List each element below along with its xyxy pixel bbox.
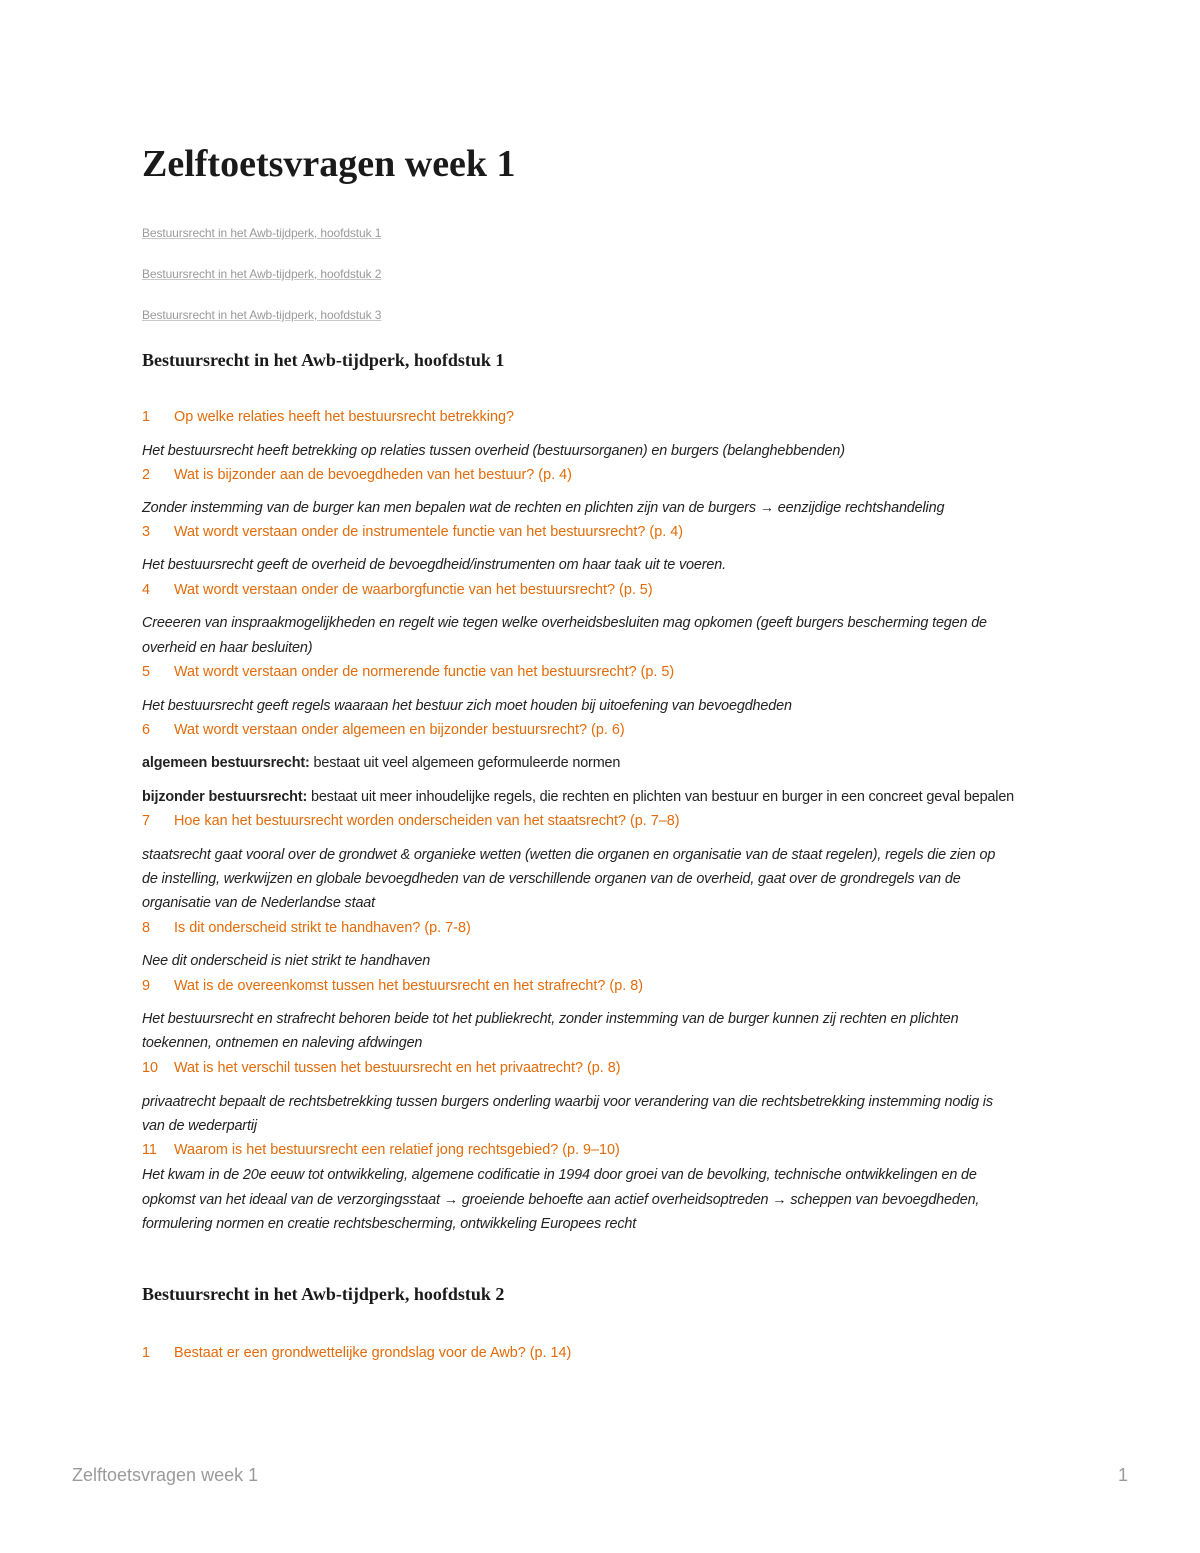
answer-11-line-2: opkomst van het ideaal van de verzorgingsstaat → groeiende behoefte aan actief overheidsoptreden → scheppen van bevoegdheden, <box>142 1192 980 1208</box>
question-text: Wat wordt verstaan onder de normerende functie van het bestuursrecht? (p. 5) <box>174 664 675 680</box>
question-2 <box>142 463 1072 487</box>
answer-4-line-2: overheid en haar besluiten) <box>142 640 313 656</box>
term-algemeen: algemeen bestuursrecht: <box>142 755 310 771</box>
question-number: 1 <box>142 1345 151 1361</box>
question-text: Op welke relaties heeft het bestuursrecht betrekking? <box>174 409 514 425</box>
toc-link-hoofdstuk-2[interactable]: Bestuursrecht in het Awb-tijdperk, hoofdstuk 2 <box>142 267 382 281</box>
answer-4-line-1: Creeeren van inspraakmogelijkheden en regelt wie tegen welke overheidsbesluiten mag opkomen (geeft burgers bescherming tegen de <box>142 615 987 631</box>
answer-9-line-2: toekennen, ontnemen en naleving afdwingen <box>142 1035 423 1051</box>
question-1-hoofdstuk-2 <box>142 1341 1072 1365</box>
answer-8: Nee dit onderscheid is niet strikt te handhaven <box>142 953 431 969</box>
answer-11-line-1: Het kwam in de 20e eeuw tot ontwikkeling, algemene codificatie in 1994 door groei van de bevolking, technische ontwikkelingen en de <box>142 1167 977 1183</box>
question-text: Wat is bijzonder aan de bevoegdheden van het bestuur? (p. 4) <box>174 467 572 483</box>
question-3 <box>142 520 1072 544</box>
question-10 <box>142 1056 1072 1080</box>
table-of-contents <box>142 226 381 349</box>
question-11 <box>142 1138 1072 1162</box>
term-bijzonder: bijzonder bestuursrecht: <box>142 789 308 805</box>
question-6 <box>142 718 1072 742</box>
answer-10-line-2: van de wederpartij <box>142 1118 257 1134</box>
answer-9-line-1: Het bestuursrecht en strafrecht behoren beide tot het publiekrecht, zonder instemming van de burger kunnen zij rechten en plichten <box>142 1011 959 1027</box>
toc-link-hoofdstuk-1[interactable]: Bestuursrecht in het Awb-tijdperk, hoofdstuk 1 <box>142 226 382 240</box>
question-text: Wat is de overeenkomst tussen het bestuursrecht en het strafrecht? (p. 8) <box>174 978 643 994</box>
answer-10-line-1: privaatrecht bepaalt de rechtsbetrekking tussen burgers onderling waarbij voor verandering van die rechtsbetrekking instemming nodig is <box>142 1094 993 1110</box>
answer-7-line-2: de instelling, werkwijzen en globale bevoegdheden van de verschillende organen van de overheid, gaat over de grondregels van de <box>142 871 961 887</box>
question-text: Wat wordt verstaan onder algemeen en bijzonder bestuursrecht? (p. 6) <box>174 722 625 738</box>
toc-link-hoofdstuk-3[interactable]: Bestuursrecht in het Awb-tijdperk, hoofdstuk 3 <box>142 308 382 322</box>
question-9 <box>142 974 1072 998</box>
page-title: Zelftoetsvragen week 1 <box>142 143 516 185</box>
question-text: Bestaat er een grondwettelijke grondslag voor de Awb? (p. 14) <box>174 1345 572 1361</box>
answer-7-line-3: organisatie van de Nederlandse staat <box>142 895 376 911</box>
question-text: Is dit onderscheid strikt te handhaven? (p. 7-8) <box>174 920 471 936</box>
answer-7-line-1: staatsrecht gaat vooral over de grondwet & organieke wetten (wetten die organen en organisatie van de staat regelen), regels die zien op <box>142 847 996 863</box>
footer-title: Zelftoetsvragen week 1 <box>72 1465 259 1485</box>
question-text: Wat wordt verstaan onder de instrumentele functie van het bestuursrecht? (p. 4) <box>174 524 683 540</box>
question-text: Hoe kan het bestuursrecht worden onderscheiden van het staatsrecht? (p. 7–8) <box>174 813 680 829</box>
answer-5: Het bestuursrecht geeft regels waaraan het bestuur zich moet houden bij uitoefening van bevoegdheden <box>142 698 792 714</box>
question-1 <box>142 405 1072 429</box>
question-number: 3 <box>142 524 151 540</box>
answer-11-line-3: formulering normen en creatie rechtsbescherming, ontwikkeling Europees recht <box>142 1216 637 1232</box>
question-7 <box>142 809 1072 833</box>
question-number: 7 <box>142 813 151 829</box>
section-heading-hoofdstuk-2: Bestuursrecht in het Awb-tijdperk, hoofdstuk 2 <box>142 1284 505 1304</box>
answer-6-bijzonder <box>142 785 1072 809</box>
question-number: 8 <box>142 920 151 936</box>
question-text: Wat is het verschil tussen het bestuursrecht en het privaatrecht? (p. 8) <box>174 1060 621 1076</box>
footer-page-number: 1 <box>1117 1465 1128 1485</box>
question-number: 5 <box>142 664 151 680</box>
question-number: 1 <box>142 409 151 425</box>
question-text: Wat wordt verstaan onder de waarborgfunctie van het bestuursrecht? (p. 5) <box>174 582 653 598</box>
question-number: 4 <box>142 582 151 598</box>
question-number: 6 <box>142 722 151 738</box>
question-number: 2 <box>142 467 151 483</box>
question-5 <box>142 660 1072 684</box>
answer-1: Het bestuursrecht heeft betrekking op relaties tussen overheid (bestuursorganen) en burgers (belanghebbenden) <box>142 443 845 459</box>
question-number: 10 <box>142 1060 159 1076</box>
definition-bijzonder: bestaat uit meer inhoudelijke regels, die rechten en plichten van bestuur en burger in een concreet geval bepalen <box>307 789 1015 805</box>
answer-2: Zonder instemming van de burger kan men bepalen wat de rechten en plichten zijn van de burgers → eenzijdige rechtshandeling <box>142 500 945 516</box>
question-number: 9 <box>142 978 151 994</box>
question-4 <box>142 578 1072 602</box>
section-heading-hoofdstuk-1: Bestuursrecht in het Awb-tijdperk, hoofdstuk 1 <box>142 350 505 370</box>
answer-6-algemeen <box>142 751 1072 775</box>
definition-algemeen: bestaat uit veel algemeen geformuleerde normen <box>309 755 621 771</box>
answer-3: Het bestuursrecht geeft de overheid de bevoegdheid/instrumenten om haar taak uit te voeren. <box>142 557 726 573</box>
question-8 <box>142 916 1072 940</box>
question-number: 11 <box>142 1142 157 1158</box>
question-text: Waarom is het bestuursrecht een relatief jong rechtsgebied? (p. 9–10) <box>174 1142 620 1158</box>
